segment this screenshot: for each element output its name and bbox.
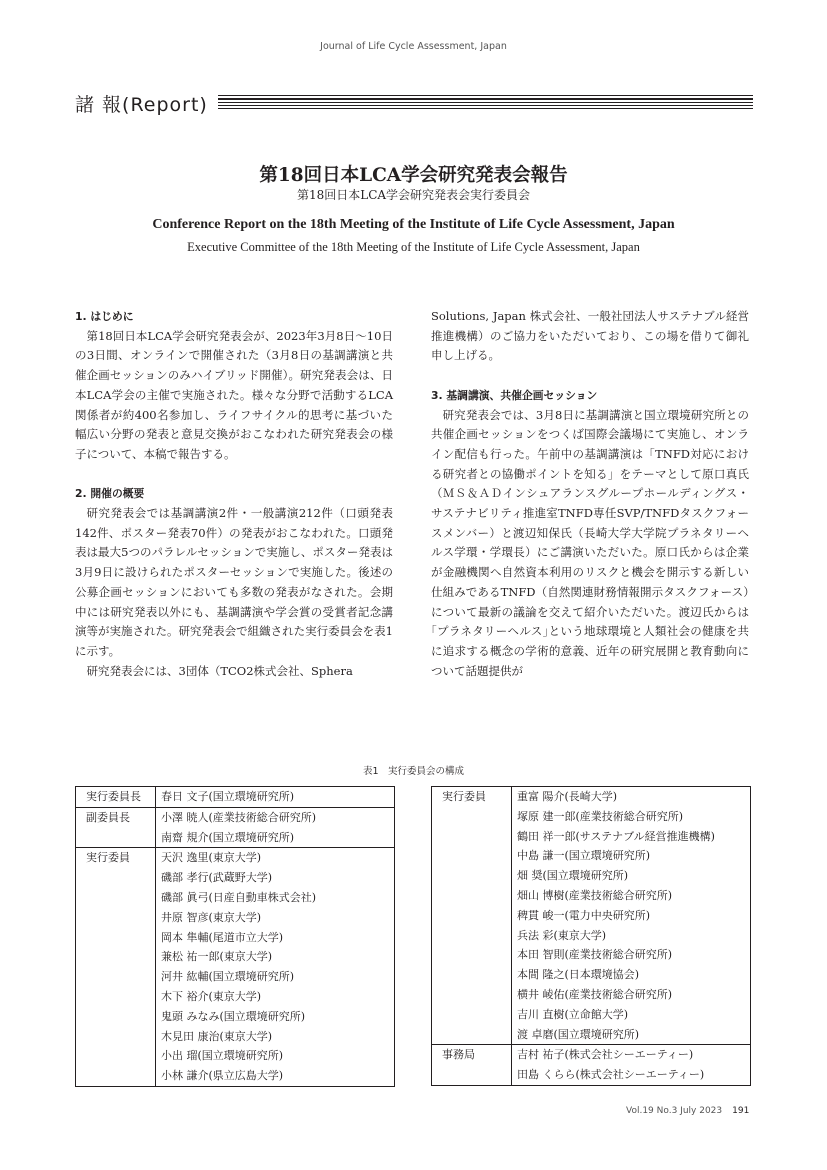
section-heading-3: 3. 基調講演、共催企画セッション (431, 388, 598, 402)
table-row (76, 787, 395, 808)
role-label: 事務局 (432, 1045, 512, 1086)
member-name: 春日 文子(国立環境研究所) (161, 790, 295, 803)
member-name: 稗貫 峻一(電力中央研究所) (517, 908, 651, 922)
member-name: 磯部 孝行(武蔵野大学) (161, 871, 273, 885)
member-name: 天沢 逸里(東京大学) (161, 851, 262, 865)
member-name: 木見田 康治(東京大学) (161, 1029, 273, 1043)
member-name: 南齋 規介(国立環境研究所) (161, 830, 295, 844)
member-name: 畑山 博樹(産業技術総合研究所) (517, 888, 673, 902)
member-name: 畑 奨(国立環境研究所) (517, 869, 629, 883)
member-name: 塚原 建一郎(産業技術総合研究所) (517, 809, 684, 823)
role-label: 副委員長 (76, 807, 156, 848)
member-name: 中島 謙一(国立環境研究所) (517, 849, 651, 863)
member-name: 兼松 祐一郎(東京大学) (161, 950, 273, 964)
member-name: 岡本 隼輔(尾道市立大学) (161, 930, 284, 944)
paragraph: Solutions, Japan 株式会社、一般社団法人サステナブル経営推進機構）のご協力をいただいており、この場を借りて御礼申し上げる。 (431, 309, 749, 363)
member-name: 本田 智則(産業技術総合研究所) (517, 948, 673, 962)
paragraph: 研究発表会では、3月8日に基調講演と国立環境研究所との共催企画セッションをつくば国際会議場にて実施し、オンライン配信も行った。午前中の基調講演は「TNFD対応における研究者との協働ポイントを知る」をテーマとして原口真氏（ＭＳ＆ＡＤインシュアランスグループホールディングス・サステナビリティ推進室TNFD専任SVP/TNFDタスクフォースメンバー）と渡辺知保氏（長崎大学大学院プラネタリーヘルス学環・学環長）にご講演いただいた。原口氏からは企業が金融機関へ自然資本利用のリスクと機会を開示する新しい仕組みであるTNFD（自然関連財務情報開示タスクフォース）について最新の議論を交えて紹介いただいた。渡辺氏からは｢プラネタリーヘルス｣という地球環境と人類社会の健康を共に追求する概念の学術的意義、近年の研究展開と教育動向について話題提供が (431, 407, 749, 678)
member-name: 兵法 彩(東京大学) (517, 928, 607, 942)
member-name: 小林 謙介(県立広島大学) (161, 1069, 284, 1083)
member-name: 木下 裕介(東京大学) (161, 989, 262, 1003)
article-author-en: Executive Committee of the 18th Meeting of the Institute of Life Cycle Assessment, Japan (187, 240, 640, 254)
paragraph: 第18回日本LCA学会研究発表会が、2023年3月8日〜10日の3日間、オンラインで開催された（3月8日の基調講演と共催企画セッションのみハイブリッド開催）。研究発表会は、日本LCA学会の主催で実施された。様々な分野で活動するLCA関係者が約400名参加し、ライフサイクル的思考に基づいた幅広い分野の発表と意見交換がおこなわれた研究発表会の様子について、本稿で報告する。 (75, 328, 393, 461)
member-name: 磯部 眞弓(日産自動車株式会社) (161, 890, 317, 904)
article-title-en: Conference Report on the 18th Meeting of the Institute of Life Cycle Assessment, Japan (152, 217, 675, 232)
member-name: 渡 卓磨(国立環境研究所) (517, 1027, 640, 1041)
article-author-ja: 第18回日本LCA学会研究発表会実行委員会 (296, 188, 531, 202)
paragraph: 研究発表会では基調講演2件・一般講演212件（口頭発表142件、ポスター発表70件）の発表がおこなわれた。口頭発表は最大5つのパラレルセッションで実施し、ポスター発表は3月9日に設けられたポスターセッションで実施した。後述の公募企画セッションにおいても多数の発表がなされた。会期中には研究発表以外にも、基調講演や学会賞の受賞者記念講演等が実施された。研究発表会で組織された実行委員会を表1に示す。 (75, 506, 393, 658)
member-name: 井原 智彦(東京大学) (161, 910, 262, 924)
member-name: 重富 陽介(長崎大学) (517, 790, 618, 803)
section-heading-2: 2. 開催の概要 (75, 487, 145, 501)
member-name: 鬼頭 みなみ(国立環境研究所) (161, 1009, 306, 1023)
page-number: 191 (732, 1106, 750, 1116)
role-label: 実行委員 (442, 790, 486, 803)
issue-info: Vol.19 No.3 July 2023 (626, 1106, 723, 1116)
journal-header: Journal of Life Cycle Assessment, Japan (320, 41, 507, 52)
table-row (76, 807, 395, 848)
section-heading-1: 1. はじめに (75, 310, 134, 323)
table-row (432, 787, 751, 1045)
member-name: 小出 瑠(国立環境研究所) (161, 1049, 284, 1063)
role-label: 実行委員 (76, 848, 156, 1087)
role-label: 実行委員長 (86, 790, 141, 803)
section-label: 諸 報(Report) (75, 94, 208, 116)
member-name: 吉川 直樹(立命館大学) (517, 1007, 629, 1021)
member-name: 鶴田 祥一郎(サステナブル経営推進機構) (517, 829, 715, 843)
member-name: 田島 くらら(株式会社シーエーティー) (517, 1068, 705, 1082)
table-caption: 表1 実行委員会の構成 (362, 766, 465, 777)
paragraph: 研究発表会には、3団体（TCO2株式会社、Sphera (86, 663, 353, 678)
left-column (75, 307, 393, 681)
page-footer (626, 1106, 749, 1116)
right-column (431, 307, 749, 681)
member-name: 横井 崚佑(産業技術総合研究所) (517, 987, 673, 1001)
committee-table-right (431, 786, 751, 1086)
committee-table-left (75, 786, 395, 1087)
table-row (432, 1045, 751, 1086)
article-title-ja: 第18回日本LCA学会研究発表会報告 (259, 165, 568, 186)
section-rule (218, 95, 753, 113)
table-row (76, 848, 395, 1087)
member-name: 本間 隆之(日本環境協会) (517, 968, 640, 982)
member-name: 河井 紘輔(国立環境研究所) (161, 970, 295, 984)
member-name: 吉村 祐子(株式会社シーエーティー) (517, 1048, 694, 1062)
member-name: 小澤 暁人(産業技術総合研究所) (161, 810, 317, 824)
